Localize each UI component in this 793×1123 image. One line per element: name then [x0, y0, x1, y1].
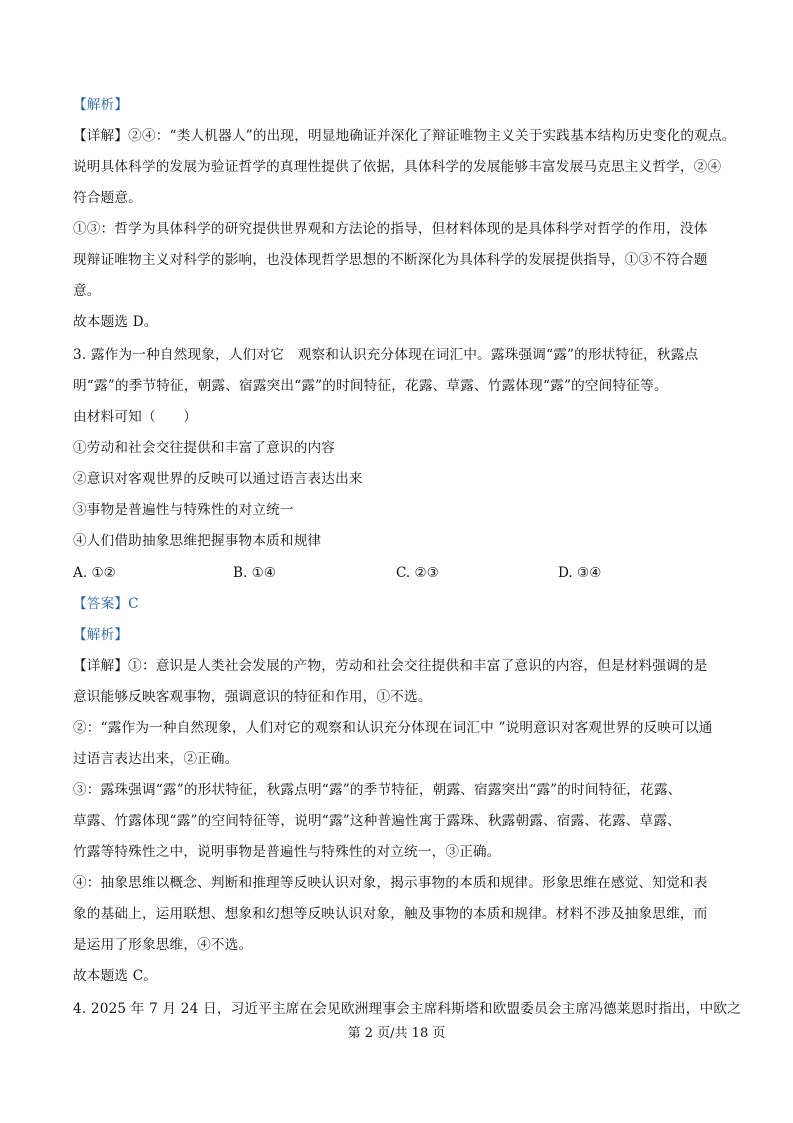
body-line: 符合题意。 [73, 190, 142, 206]
body-line: ②：“露作为一种自然现象，人们对它的观察和认识充分体现在词汇中 ”说明意识对客观世界的反映可以通 [73, 720, 713, 736]
body-line: 意识能够反映客观事物，强调意识的特征和作用，①不选。 [73, 689, 432, 705]
option-b: B. ①④ [233, 565, 277, 581]
body-line: 说明具体科学的发展为验证哲学的真理性提供了依据，具体科学的发展能够丰富发展马克思主义哲学，②④ [73, 159, 722, 175]
body-line: 【详解】②④：“类人机器人”的出现，明显地确证并深化了辩证唯物主义关于实践基本结构历史变化的观点。 [73, 128, 736, 144]
body-line: 象的基础上，运用联想、想象和幻想等反映认识对象，触及事物的本质和规律。材料不涉及抽象思维，而 [73, 906, 708, 922]
option-c: C. ②③ [396, 565, 439, 581]
body-line: 草露、竹露体现“露”的空间特征等，说明“露”这种普遍性寓于露珠、秋露朝露、宿露、花露、草露、 [73, 813, 681, 829]
body-line: 是运用了形象思维，④不选。 [73, 937, 253, 953]
body-line: 过语言表达出来，②正确。 [73, 751, 239, 767]
statement-item: ③事物是普遍性与特殊性的对立统一 [73, 502, 294, 518]
analysis-heading: 【解析】 [73, 97, 129, 113]
body-line: ④：抽象思维以概念、判断和推理等反映认识对象，揭示事物的本质和规律。形象思维在感觉、知觉和表 [73, 875, 708, 891]
analysis-heading: 【解析】 [73, 627, 129, 643]
answer-line: 【答案】C [73, 596, 139, 612]
conclusion-line: 故本题选 D。 [73, 314, 158, 330]
question-stem: 3. 露作为一种自然现象，人们对它 观察和认识充分体现在词汇中。露珠强调“露”的形状特征，秋露点 [73, 347, 699, 363]
statement-item: ④人们借助抽象思维把握事物本质和规律 [73, 533, 322, 549]
body-line: ①③：哲学为具体科学的研究提供世界观和方法论的指导，但材料体现的是具体科学对哲学的作用，没体 [73, 221, 708, 237]
body-line: 意。 [73, 283, 101, 299]
body-line: 【详解】①：意识是人类社会发展的产物，劳动和社会交往提供和丰富了意识的内容，但是材料强调的是 [73, 658, 708, 674]
question-stem: 4. 2025 年 7 月 24 日，习近平主席在会见欧洲理事会主席科斯塔和欧盟委员会主席冯德莱恩时指出，中欧之 [73, 1001, 741, 1017]
question-stem: 明“露”的季节特征，朝露、宿露突出“露”的时间特征，花露、草露、竹露体现“露”的空间特征等。 [73, 378, 668, 394]
statement-item: ①劳动和社会交往提供和丰富了意识的内容 [73, 440, 336, 456]
option-a: A. ①② [73, 565, 116, 581]
conclusion-line: 故本题选 C。 [73, 968, 158, 984]
body-line: 现辩证唯物主义对科学的影响，也没体现哲学思想的不断深化为具体科学的发展提供指导，①③不符合题 [73, 252, 708, 268]
question-prompt: 由材料可知（ ） [73, 409, 198, 425]
page-footer: 第 2 页/共 18 页 [347, 1026, 446, 1041]
statement-item: ②意识对客观世界的反映可以通过语言表达出来 [73, 471, 363, 487]
option-d: D. ③④ [558, 565, 602, 581]
body-line: ③：露珠强调“露”的形状特征，秋露点明“露”的季节特征，朝露、宿露突出“露”的时间特征，花露、 [73, 782, 682, 798]
body-line: 竹露等特殊性之中，说明事物是普遍性与特殊性的对立统一，③正确。 [73, 844, 501, 860]
